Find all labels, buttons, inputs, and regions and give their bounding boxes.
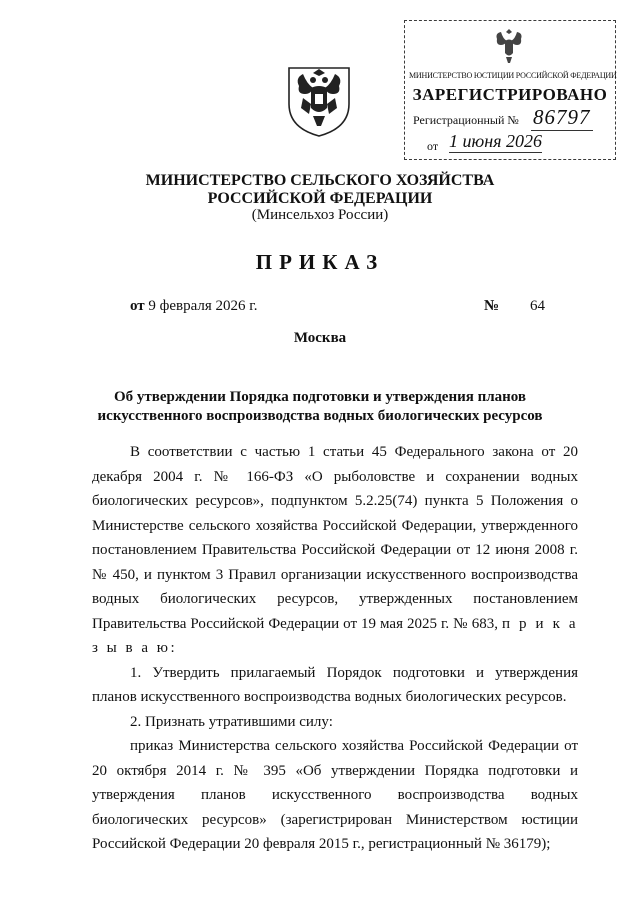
order-date-prefix: от	[130, 298, 145, 314]
item-1-paragraph: 1. Утвердить прилагаемый Порядок подготовки и утверждения планов искусственного воспроизводства водных биологических ресурсов.	[92, 664, 578, 705]
coat-of-arms-emblem	[283, 64, 355, 138]
registration-stamp	[404, 20, 616, 160]
stamp-date-prefix: от	[427, 139, 439, 153]
stamp-title: ЗАРЕГИСТРИРОВАНО	[412, 85, 608, 104]
preamble-text: В соответствии с частью 1 статьи 45 Федерального закона от 20 декабря 2004 г. № 166-ФЗ «О рыболовстве и сохранении водных биологических ресурсов», подпунктом 5.2.25(74) пункта 5 Положения о Министерстве сельского хозяйства Российской Федерации, утвержденного постановлением Правительства Российской Федерации от 12 июня 2008 г. № 450, и пунктом 3 Правил организации искусственного воспроизводства водных биологических ресурсов, утвержденных постановлением Правительства Российской Федерации от 19 мая 2025 г. № 683,	[92, 444, 578, 632]
item-2-paragraph: 2. Признать утратившими силу:	[130, 713, 333, 730]
order-number-sign: №	[484, 298, 500, 314]
ministry-name-line1: МИНИСТЕРСТВО СЕЛЬСКОГО ХОЗЯЙСТВА	[145, 172, 495, 189]
order-city: Москва	[293, 330, 347, 346]
order-subject: Об утверждении Порядка подготовки и утверждения планов искусственного воспроизводства водных биологических ресурсов	[97, 389, 543, 424]
stamp-registration-label: Регистрационный №	[413, 113, 519, 127]
order-date-value: 9 февраля 2026 г.	[148, 298, 258, 314]
stamp-emblem-icon	[489, 27, 529, 65]
order-body	[92, 440, 578, 857]
preamble-paragraph	[92, 440, 578, 661]
ministry-name-line2: РОССИЙСКОЙ ФЕДЕРАЦИИ	[207, 190, 433, 207]
stamp-ministry-name: МИНИСТЕРСТВО ЮСТИЦИИ РОССИЙСКОЙ ФЕДЕРАЦИИ	[409, 71, 617, 80]
item-2-subparagraph: приказ Министерства сельского хозяйства Российской Федерации от 20 октября 2014 г. № 395 «Об утверждении Порядка подготовки и утверждения планов искусственного воспроизводства водных биологических ресурсов» (зарегистрирован Министерством юстиции Российской Федерации 20 февраля 2015 г., регистрационный № 36179);	[92, 738, 578, 852]
order-word: п р и к а з ы в а ю:	[92, 615, 579, 656]
order-number: 64	[530, 298, 545, 314]
order-date	[130, 298, 258, 315]
ministry-short-name: (Минсельхоз России)	[251, 207, 389, 223]
document-type-title: ПРИКАЗ	[255, 250, 385, 274]
stamp-handwritten-date: 1 июня 2026	[449, 131, 542, 151]
stamp-registration-number: 86797	[533, 105, 591, 129]
